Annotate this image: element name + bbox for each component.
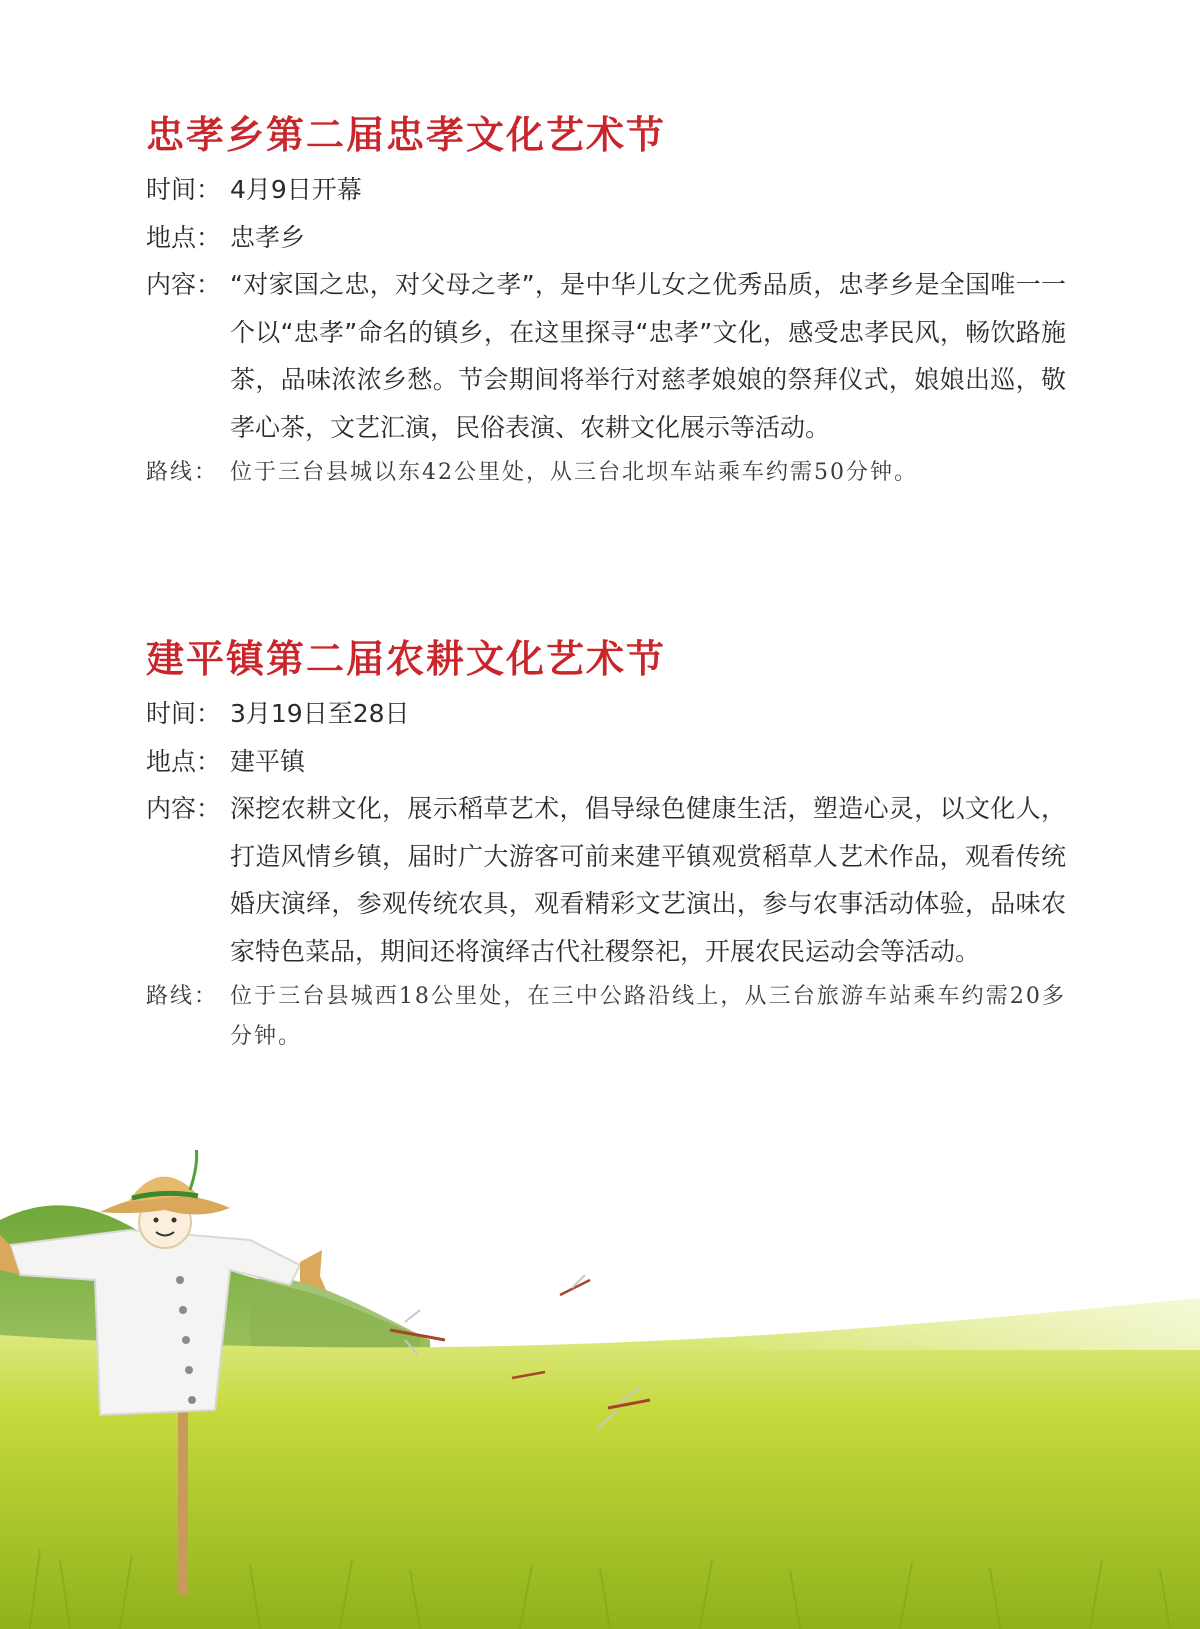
content-label: 内容： [146,270,222,299]
place-value: 忠孝乡 [230,222,306,252]
route-value: 位于三台县城西18公里处，在三中公路沿线上，从三台旅游车站乘车约需20多分钟。 [230,984,1066,1049]
festival-section-jianping [146,632,1066,1057]
place-row [146,738,1066,786]
time-row [146,690,1066,738]
content-label: 内容： [146,794,222,823]
section-title: 建平镇第二届农耕文化艺术节 [146,637,667,681]
festival-section-zhongxiao [146,108,1066,493]
route-label: 路线： [146,460,219,485]
time-row [146,166,1066,214]
route-row [146,453,1066,493]
content-value: 深挖农耕文化，展示稻草艺术，倡导绿色健康生活，塑造心灵，以文化人，打造风情乡镇，届时广大游客可前来建平镇观赏稻草人艺术作品，观看传统婚庆演绎，参观传统农具，观看精彩文艺演出，参与农事活动体验，品味农家特色菜品，期间还将演绎古代社稷祭祀，开展农民运动会等活动。 [230,794,1066,966]
place-label: 地点： [146,222,222,252]
time-label: 时间： [146,699,222,728]
time-value: 4月9日开幕 [230,175,362,204]
content-row [146,785,1066,975]
section-title: 忠孝乡第二届忠孝文化艺术节 [146,113,667,157]
route-row [146,977,1066,1057]
route-value: 位于三台县城以东42公里处，从三台北坝车站乘车约需50分钟。 [230,460,918,485]
place-value: 建平镇 [230,746,306,776]
place-row [146,214,1066,262]
scarecrow-field-illustration [0,1150,1200,1629]
horizon-haze [700,1290,1200,1350]
place-label: 地点： [146,746,222,776]
content-value: “对家国之忠，对父母之孝”，是中华儿女之优秀品质，忠孝乡是全国唯一一个以“忠孝”命名的镇乡，在这里探寻“忠孝”文化，感受忠孝民风，畅饮路施茶，品味浓浓乡愁。节会期间将举行对慈孝娘娘的祭拜仪式，娘娘出巡，敬孝心茶，文艺汇演，民俗表演、农耕文化展示等活动。 [230,270,1066,442]
content-row [146,261,1066,451]
route-label: 路线： [146,984,219,1009]
dragonfly-icon [560,1275,590,1295]
time-label: 时间： [146,175,222,204]
time-value: 3月19日至28日 [230,699,410,728]
